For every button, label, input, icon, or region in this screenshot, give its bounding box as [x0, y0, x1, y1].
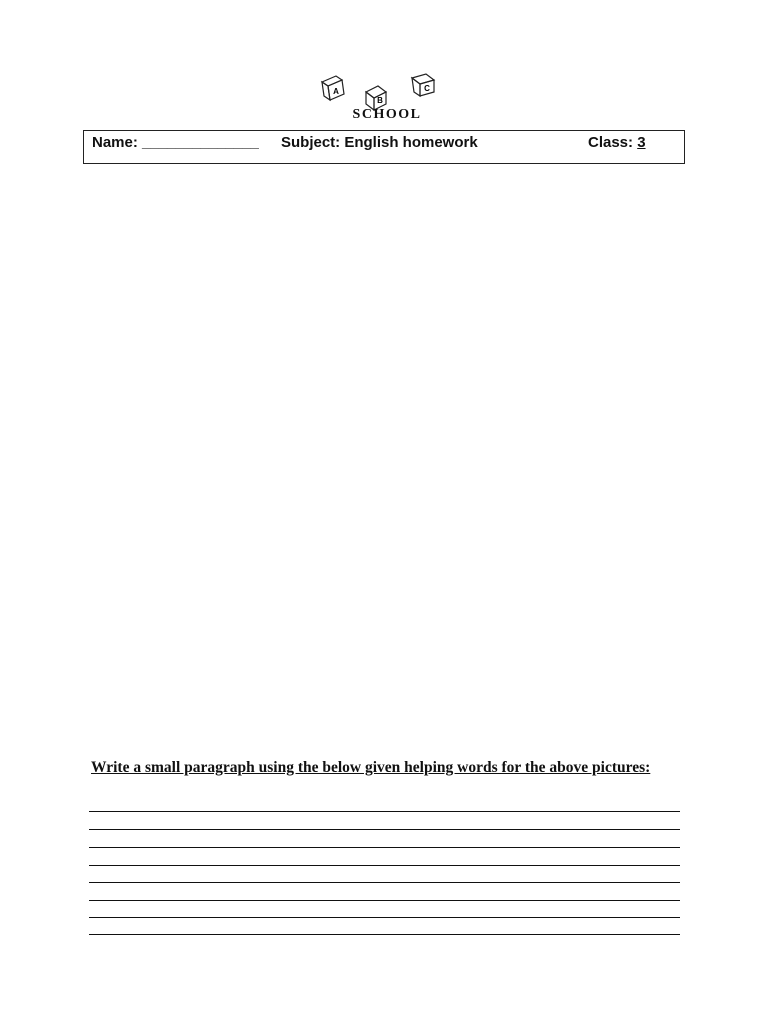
writing-line[interactable]: [89, 917, 680, 918]
writing-line[interactable]: [89, 865, 680, 866]
writing-line[interactable]: [89, 882, 680, 883]
school-label: SCHOOL: [352, 107, 422, 122]
block-c-letter: C: [424, 84, 430, 93]
name-field-label: Name: ______________: [92, 134, 259, 151]
block-a: [322, 76, 344, 100]
block-c: [412, 74, 434, 96]
class-label: [588, 134, 646, 151]
instruction-text: Write a small paragraph using the below given helping words for the above pictures:: [91, 759, 651, 776]
writing-line[interactable]: [89, 900, 680, 901]
writing-line[interactable]: [89, 847, 680, 848]
writing-line[interactable]: [89, 811, 680, 812]
class-label-text: Class:: [588, 134, 638, 151]
header-box: [83, 130, 685, 164]
subject-label: Subject: English homework: [281, 134, 478, 151]
block-a-letter: A: [333, 87, 339, 96]
writing-line[interactable]: [89, 934, 680, 935]
block-b-letter: B: [377, 96, 383, 105]
class-value: 3: [637, 134, 646, 151]
writing-line[interactable]: [89, 829, 680, 830]
